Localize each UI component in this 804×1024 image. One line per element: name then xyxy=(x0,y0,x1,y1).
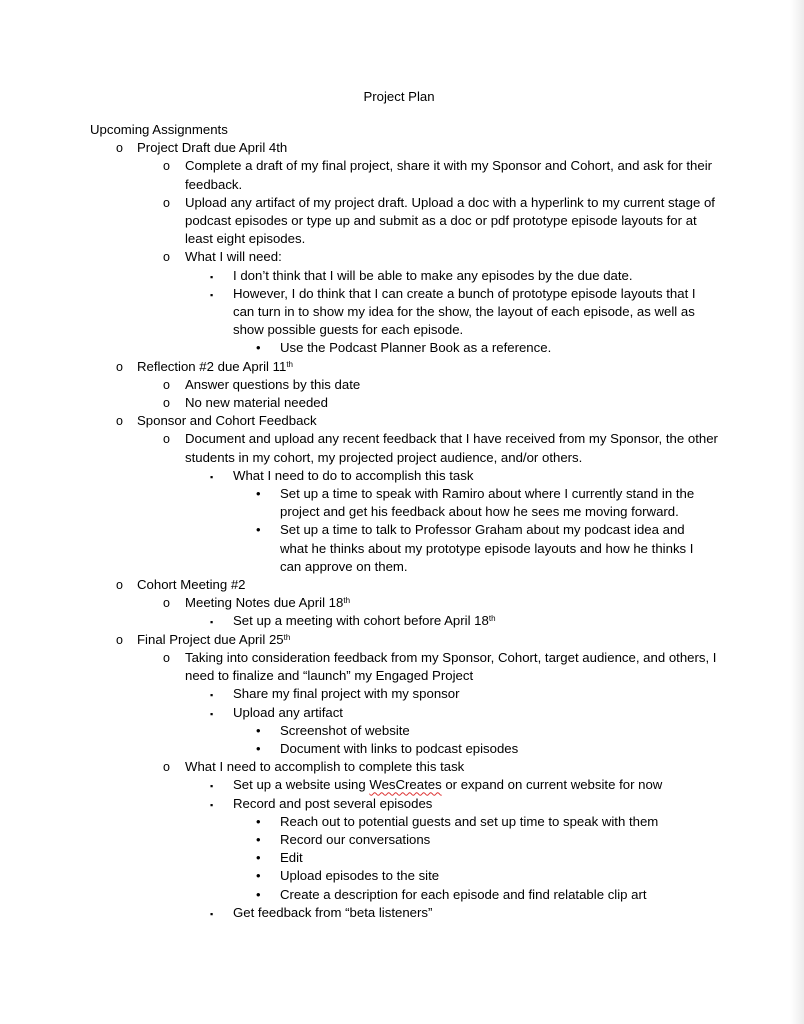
list-item: ▪ Share my final project with my sponsor xyxy=(0,685,790,703)
list-item: o Document and upload any recent feedback that I have received from my Sponsor, the other students in my cohort, my projected project audience, and/or others. xyxy=(163,431,718,465)
circle-bullet-icon: o xyxy=(163,396,170,411)
circle-bullet-icon: o xyxy=(163,760,170,775)
list-item: ▪ Set up a meeting with cohort before April 18th xyxy=(0,612,790,630)
list-item-reflection: o Reflection #2 due April 11th xyxy=(0,358,790,376)
circle-bullet-icon: o xyxy=(116,578,123,593)
dot-bullet-icon: • xyxy=(256,886,261,902)
list-item: o What I need to accomplish to complete this task xyxy=(0,758,790,776)
circle-bullet-icon: o xyxy=(163,250,170,265)
list-item: • Upload episodes to the site xyxy=(0,867,790,885)
list-item: o Meeting Notes due April 18th xyxy=(0,594,790,612)
list-item: o No new material needed xyxy=(0,394,790,412)
list-item: ▪ I don’t think that I will be able to make any episodes by the due date. xyxy=(0,267,790,285)
list-item: • Document with links to podcast episodes xyxy=(0,740,790,758)
list-item: • Screenshot of website xyxy=(0,722,790,740)
circle-bullet-icon: o xyxy=(163,377,170,392)
circle-bullet-icon: o xyxy=(116,632,123,647)
list-item: o Answer questions by this date xyxy=(0,376,790,394)
list-item: ▪ Get feedback from “beta listeners” xyxy=(0,904,790,922)
list-item: o Upload any artifact of my project draft. Upload a doc with a hyperlink to my current stage of podcast episodes or type up and submit as a doc or pdf prototype episode layouts for at least eight episodes. xyxy=(163,194,715,247)
circle-bullet-icon: o xyxy=(116,359,123,374)
circle-bullet-icon: o xyxy=(163,432,170,447)
dot-bullet-icon: • xyxy=(256,850,261,866)
square-bullet-icon: ▪ xyxy=(210,781,214,792)
list-item-project-draft: o Project Draft due April 4th xyxy=(0,139,790,157)
list-item: ▪ What I need to do to accomplish this task xyxy=(0,467,790,485)
circle-bullet-icon: o xyxy=(163,159,170,174)
dot-bullet-icon: • xyxy=(256,868,261,884)
list-item: o Taking into consideration feedback from my Sponsor, Cohort, target audience, and others, I need to finalize and “launch” my Engaged Project xyxy=(163,649,717,684)
list-item: • Reach out to potential guests and set up time to speak with them xyxy=(0,813,790,831)
list-item: ▪ Record and post several episodes xyxy=(0,795,790,813)
circle-bullet-icon: o xyxy=(163,195,170,210)
page-edge-shadow xyxy=(790,0,804,1024)
square-bullet-icon: ▪ xyxy=(210,708,214,719)
list-item: • Set up a time to speak with Ramiro about where I currently stand in the project and get his feedback about how he sees me moving forward. xyxy=(256,486,695,520)
square-bullet-icon: ▪ xyxy=(210,690,214,701)
list-item: • Edit xyxy=(0,849,790,867)
square-bullet-icon: ▪ xyxy=(210,471,214,482)
document-body xyxy=(0,121,790,922)
square-bullet-icon: ▪ xyxy=(210,617,214,628)
circle-bullet-icon: o xyxy=(163,596,170,611)
dot-bullet-icon: • xyxy=(256,722,261,738)
dot-bullet-icon: • xyxy=(256,813,261,829)
list-item: • Record our conversations xyxy=(0,831,790,849)
spellcheck-word[interactable]: WesCreates xyxy=(369,777,442,793)
circle-bullet-icon: o xyxy=(163,650,170,665)
square-bullet-icon: ▪ xyxy=(210,908,214,919)
dot-bullet-icon: • xyxy=(256,740,261,756)
dot-bullet-icon: • xyxy=(256,522,261,538)
list-item-final-project: o Final Project due April 25th xyxy=(0,631,790,649)
list-item-cohort-meeting: o Cohort Meeting #2 xyxy=(0,576,790,594)
dot-bullet-icon: • xyxy=(256,340,261,356)
list-item: o Complete a draft of my final project, share it with my Sponsor and Cohort, and ask for their feedback. xyxy=(163,158,713,192)
square-bullet-icon: ▪ xyxy=(210,271,214,282)
square-bullet-icon: ▪ xyxy=(210,289,214,300)
dot-bullet-icon: • xyxy=(256,486,261,502)
square-bullet-icon: ▪ xyxy=(210,799,214,810)
circle-bullet-icon: o xyxy=(116,141,123,156)
document-title: Project Plan xyxy=(363,89,435,104)
list-item: • Create a description for each episode and find relatable clip art xyxy=(0,886,790,904)
list-item: o What I will need: xyxy=(0,248,790,266)
section-heading: Upcoming Assignments xyxy=(90,122,228,137)
list-item: ▪ Set up a website using WesCreates or expand on current website for now xyxy=(0,776,790,794)
dot-bullet-icon: • xyxy=(256,831,261,847)
list-item: ▪ However, I do think that I can create a bunch of prototype episode layouts that I can turn in to show my idea for the show, the layout of each episode, as well as show possible guests for each episode. xyxy=(210,285,696,338)
list-item: ▪ Upload any artifact xyxy=(0,704,790,722)
list-item: • Set up a time to talk to Professor Graham about my podcast idea and what he thinks about my prototype episode layouts and how he thinks I can approve on them. xyxy=(256,522,694,574)
list-item-sponsor-feedback: o Sponsor and Cohort Feedback xyxy=(0,412,790,430)
list-item: • Use the Podcast Planner Book as a reference. xyxy=(0,339,790,357)
circle-bullet-icon: o xyxy=(116,414,123,429)
